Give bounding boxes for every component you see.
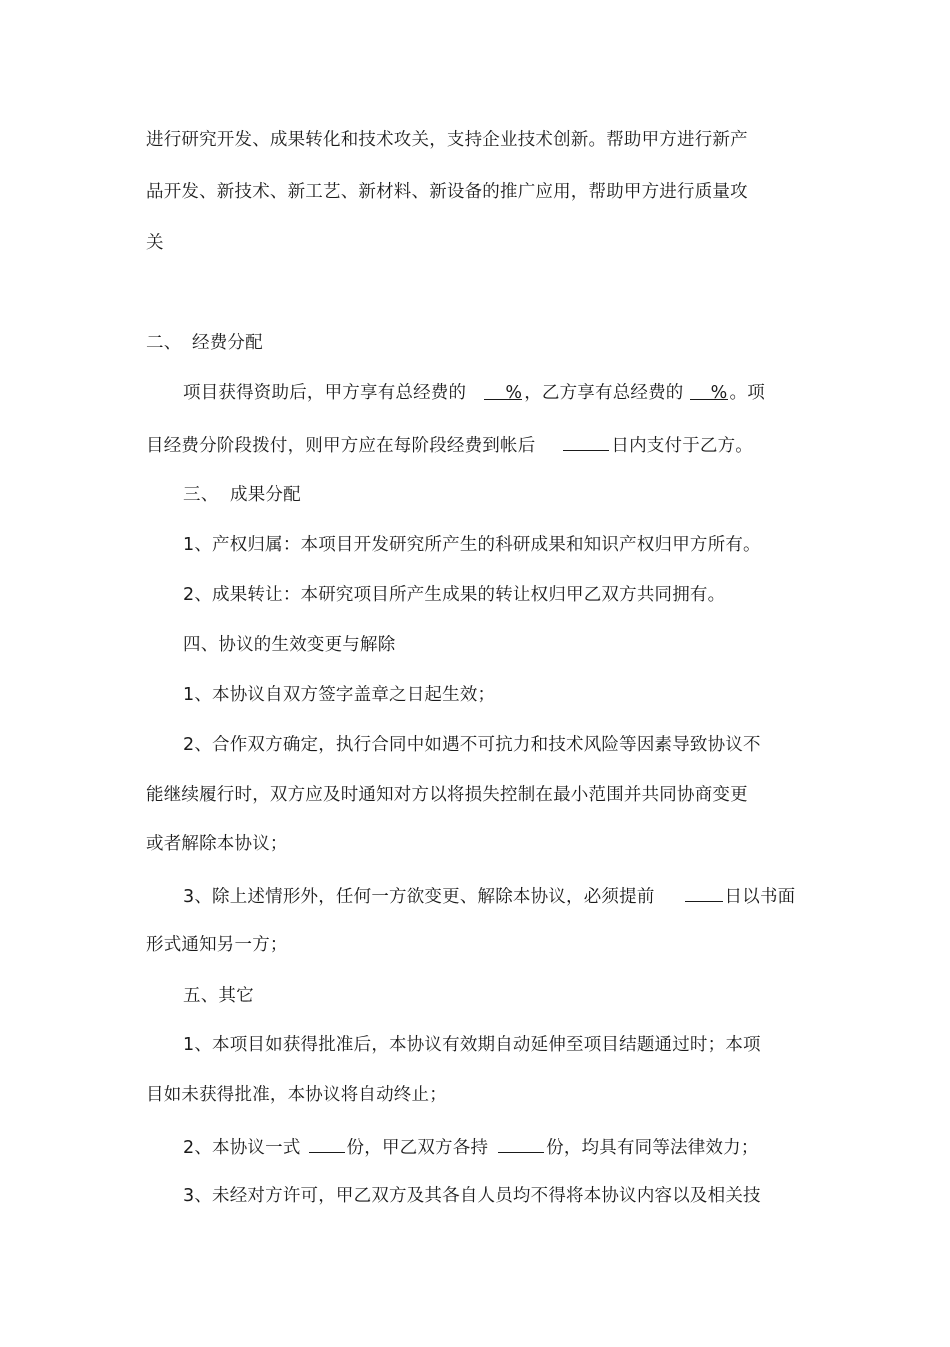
section-heading: 经费分配: [192, 333, 263, 353]
text-run: 。项: [729, 383, 765, 403]
percent-sign: %: [505, 383, 523, 403]
paragraph-line: 目如未获得批准，本协议将自动终止；: [146, 1085, 447, 1105]
text-run: 目经费分阶段拨付，则甲方应在每阶段经费到帐后: [146, 436, 536, 456]
paragraph-line: 1、本协议自双方签字盖章之日起生效；: [183, 685, 496, 705]
fill-in-blank: [685, 883, 723, 902]
fill-in-blank: [563, 432, 609, 451]
paragraph-line: 3、未经对方许可，甲乙双方及其各自人员均不得将本协议内容以及相关技: [183, 1186, 761, 1206]
fill-in-blank: [498, 1134, 544, 1153]
paragraph-line: 品开发、新技术、新工艺、新材料、新设备的推广应用，帮助甲方进行质量攻: [146, 182, 748, 202]
paragraph-line: 2、成果转让：本研究项目所产生成果的转让权归甲乙双方共同拥有。: [183, 585, 726, 605]
paragraph-line: 1、本项目如获得批准后，本协议有效期自动延伸至项目结题通过时；本项: [183, 1035, 761, 1055]
text-run: 份，甲乙双方各持: [346, 1138, 489, 1158]
section-heading: 成果分配: [230, 485, 301, 505]
section-heading: 五、其它: [183, 986, 254, 1006]
paragraph-line: [183, 883, 795, 909]
paragraph-line: 形式通知另一方；: [146, 935, 288, 955]
paragraph-line: 或者解除本协议；: [146, 834, 288, 854]
text-run: ，乙方享有总经费的: [524, 383, 684, 403]
paragraph-line: [183, 1134, 759, 1160]
fill-in-blank: [690, 381, 728, 403]
text-run: 项目获得资助后，甲方享有总经费的: [183, 383, 467, 403]
section-number: 二、: [146, 333, 182, 353]
paragraph-line: 1、产权归属：本项目开发研究所产生的科研成果和知识产权归甲方所有。: [183, 535, 761, 555]
paragraph-line: 关: [146, 233, 164, 253]
text-run: 份，均具有同等法律效力；: [546, 1138, 759, 1158]
text-run: 2、本协议一式: [183, 1138, 301, 1158]
paragraph-line: [183, 381, 765, 405]
paragraph-line: 2、合作双方确定，执行合同中如遇不可抗力和技术风险等因素导致协议不: [183, 735, 761, 755]
text-run: 日以书面: [724, 887, 796, 907]
percent-sign: %: [710, 383, 728, 403]
section-heading: 四、协议的生效变更与解除: [183, 635, 396, 655]
text-run: 3、除上述情形外，任何一方欲变更、解除本协议，必须提前: [183, 887, 655, 907]
paragraph-line: 能继续履行时，双方应及时通知对方以将损失控制在最小范围并共同协商变更: [146, 785, 748, 805]
paragraph-line: 进行研究开发、成果转化和技术攻关，支持企业技术创新。帮助甲方进行新产: [146, 130, 748, 150]
section-number: 三、: [183, 485, 219, 505]
fill-in-blank: [309, 1134, 345, 1153]
text-run: 日内支付于乙方。: [611, 436, 754, 456]
fill-in-blank: [484, 381, 523, 403]
paragraph-line: [146, 432, 753, 458]
